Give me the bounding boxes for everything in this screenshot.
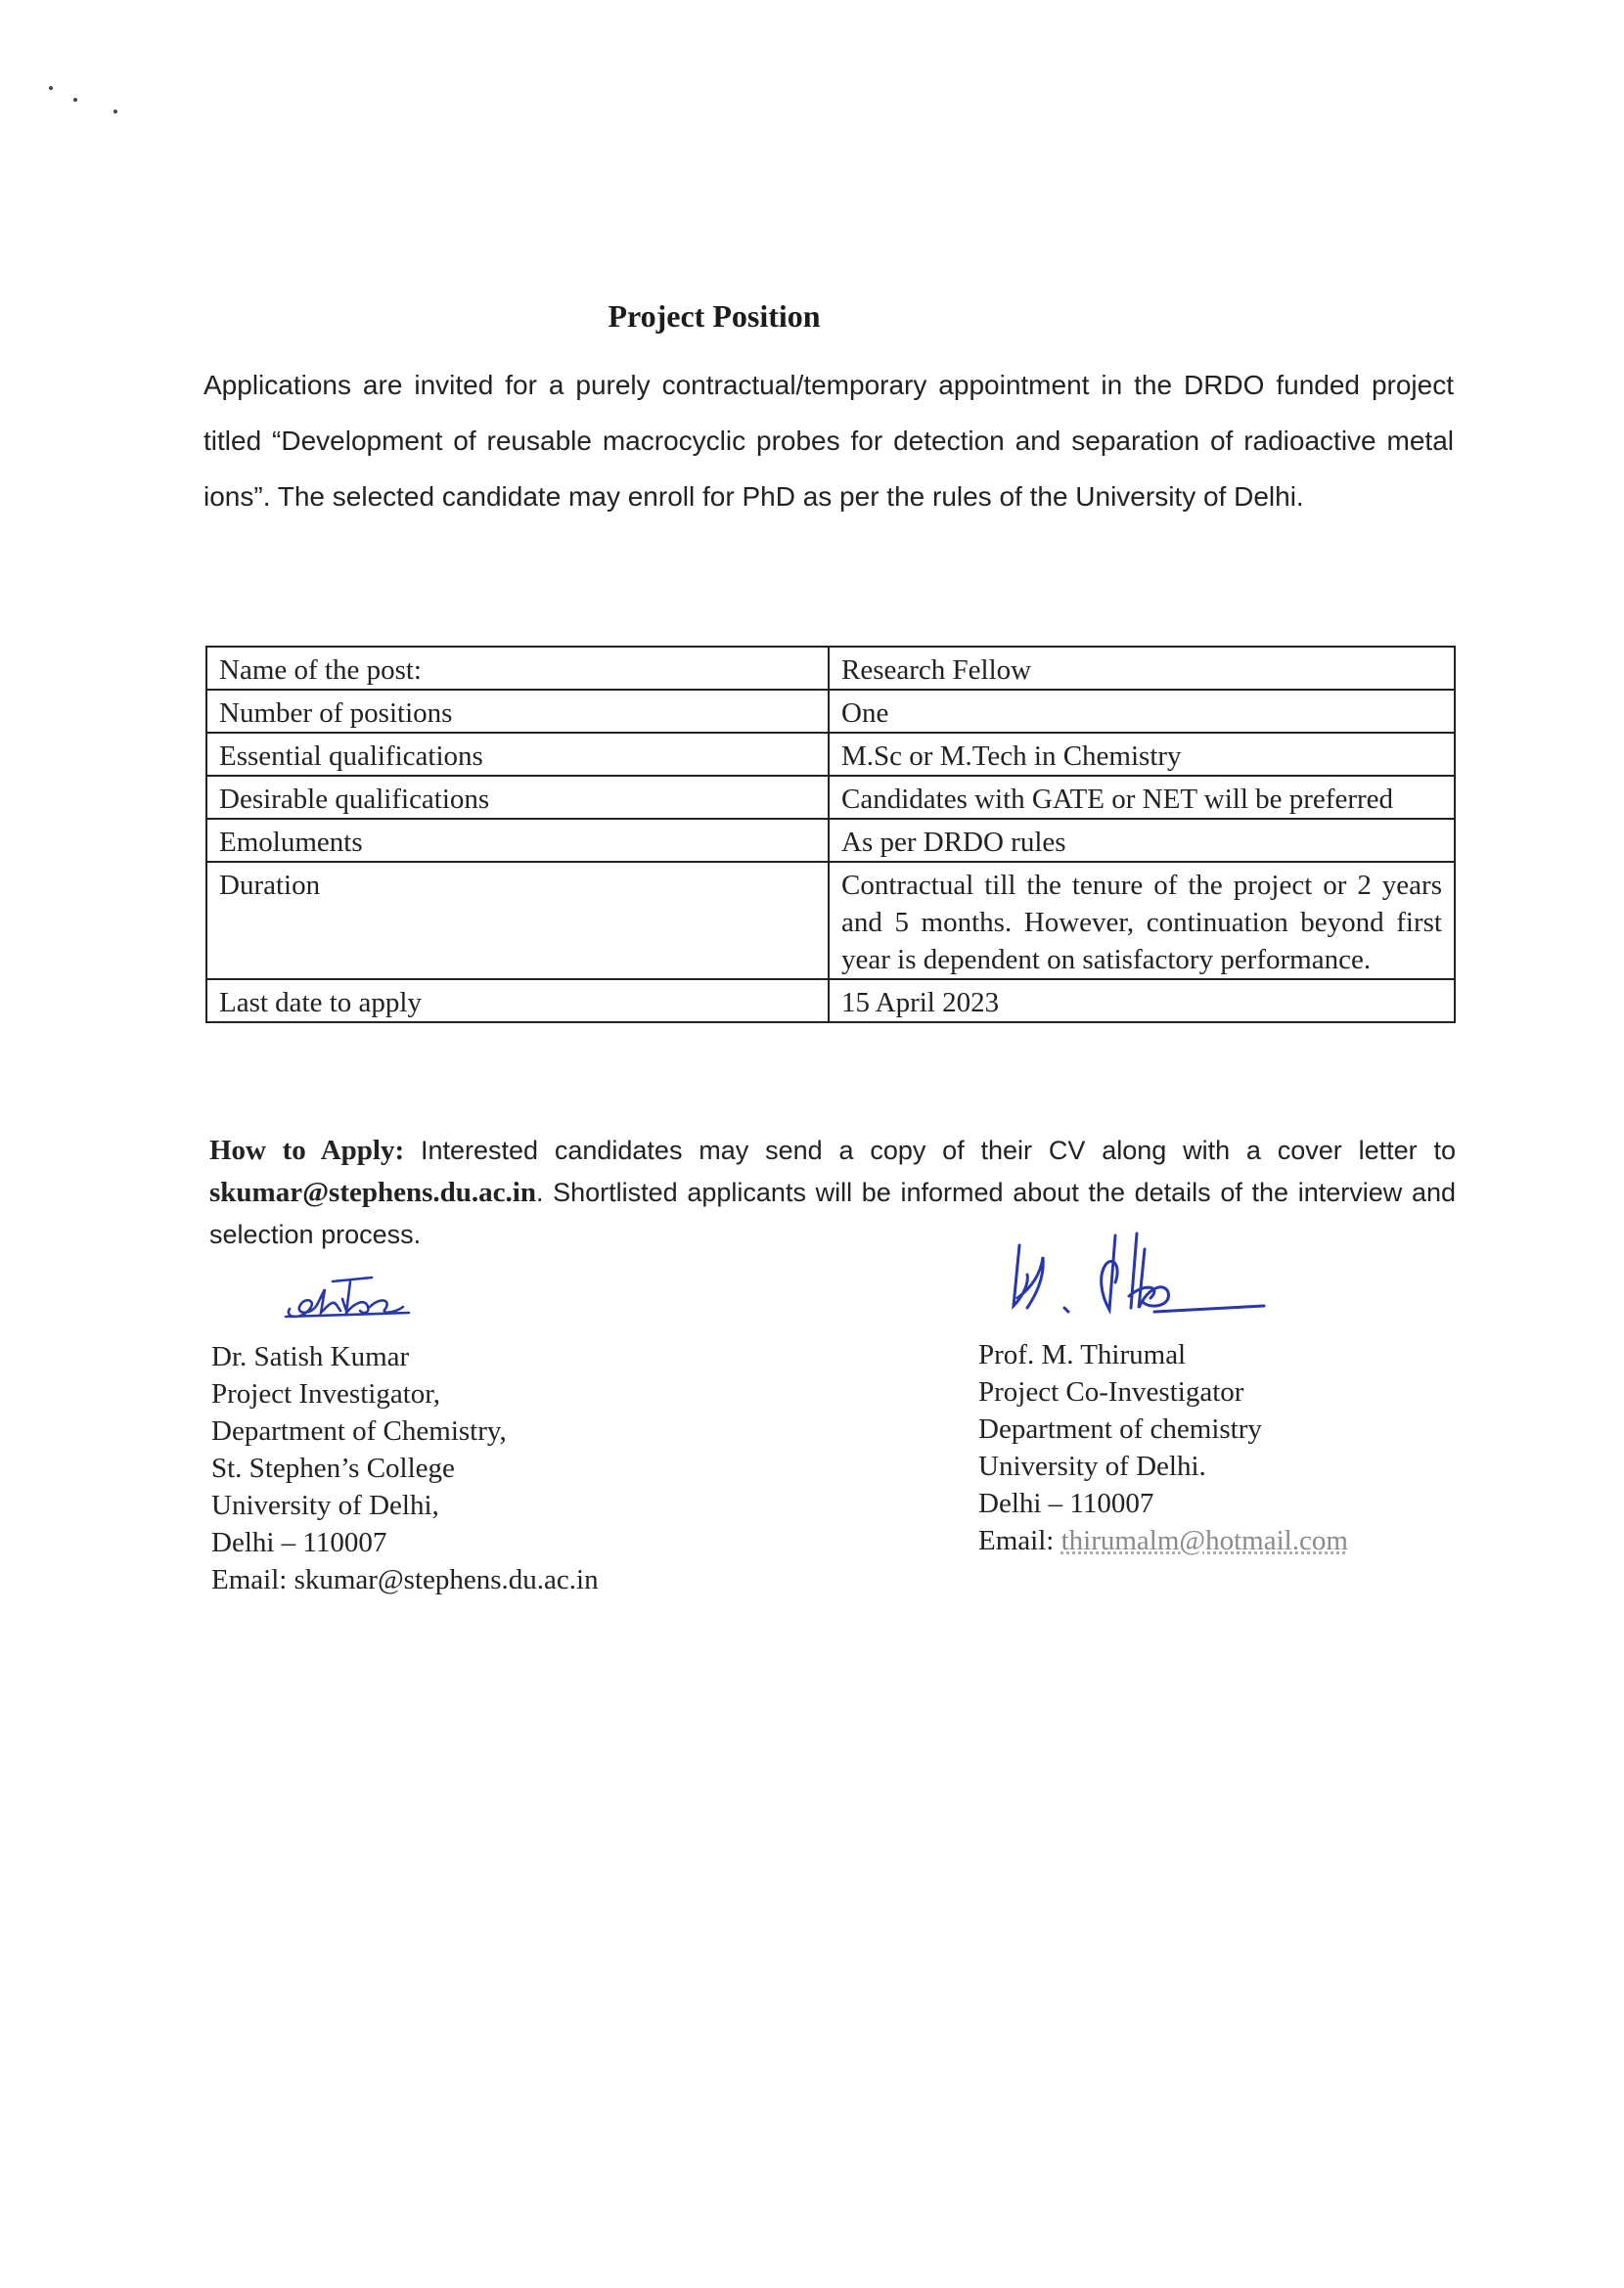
scan-speck (73, 98, 77, 102)
table-row (206, 647, 1455, 690)
row-label: Essential qualifications (206, 733, 829, 776)
signatory-name: Dr. Satish Kumar (211, 1341, 410, 1372)
table-row (206, 776, 1455, 819)
how-to-apply-heading: How to Apply: (209, 1135, 405, 1166)
page-title: Project Position (608, 298, 821, 334)
signatory-university: University of Delhi, (211, 1490, 439, 1521)
table-row (206, 819, 1455, 862)
signatory-role: Project Investigator, (211, 1378, 440, 1410)
table-row (206, 979, 1455, 1022)
signatory-department: Department of chemistry (978, 1413, 1262, 1445)
scan-speck (49, 86, 53, 90)
signatory-city: Delhi – 110007 (211, 1527, 387, 1558)
row-value: Contractual till the tenure of the project or 2 years and 5 months. However, continuation beyond first year is dependent on satisfactory performance. (829, 862, 1455, 979)
apply-email-link[interactable]: skumar@stephens.du.ac.in (209, 1177, 536, 1208)
table-row (206, 733, 1455, 776)
email-label: Email: (978, 1525, 1061, 1556)
row-label: Desirable qualifications (206, 776, 829, 819)
signatory-email-line (978, 1522, 1348, 1559)
row-value: Candidates with GATE or NET will be preferred (829, 776, 1455, 819)
row-value: Research Fellow (829, 647, 1455, 690)
row-label: Number of positions (206, 690, 829, 733)
row-label: Last date to apply (206, 979, 829, 1022)
row-value: As per DRDO rules (829, 819, 1455, 862)
signatory-department: Department of Chemistry, (211, 1415, 507, 1447)
intro-paragraph: Applications are invited for a purely contractual/temporary appointment in the DRDO funded project titled “Development of reusable macrocyclic probes for detection and separation of radioactive metal ions”. The selected candidate may enroll for PhD as per the rules of the University of Delhi. (203, 370, 1454, 512)
signatory-university: University of Delhi. (978, 1451, 1206, 1482)
row-value: One (829, 690, 1455, 733)
signatory-role: Project Co-Investigator (978, 1376, 1244, 1408)
signature-m-thirumal (1008, 1228, 1272, 1335)
right-signatory-block (978, 1336, 1348, 1559)
row-label: Duration (206, 862, 829, 979)
table-row (206, 862, 1455, 979)
position-details-table (205, 646, 1456, 1023)
signatory-name: Prof. M. Thirumal (978, 1339, 1187, 1370)
row-value: 15 April 2023 (829, 979, 1455, 1022)
apply-text: . Shortlisted applicants will be informed about the details of the interview and selection process. (209, 1178, 1456, 1249)
row-label: Name of the post: (206, 647, 829, 690)
signatory-city: Delhi – 110007 (978, 1488, 1154, 1519)
signatory-email-link[interactable]: skumar@stephens.du.ac.in (293, 1564, 599, 1595)
table-row (206, 690, 1455, 733)
apply-text: Interested candidates may send a copy of their CV along with a cover letter to (404, 1136, 1456, 1165)
email-label: Email: (211, 1564, 294, 1595)
signatory-college: St. Stephen’s College (211, 1453, 455, 1484)
row-label: Emoluments (206, 819, 829, 862)
scan-speck (113, 110, 117, 113)
row-value: M.Sc or M.Tech in Chemistry (829, 733, 1455, 776)
left-signatory-block (211, 1338, 599, 1598)
signatory-email-line (211, 1561, 599, 1598)
signature-satish-kumar (282, 1272, 419, 1330)
signatory-email-link[interactable]: thirumalm@hotmail.com (1060, 1525, 1348, 1556)
